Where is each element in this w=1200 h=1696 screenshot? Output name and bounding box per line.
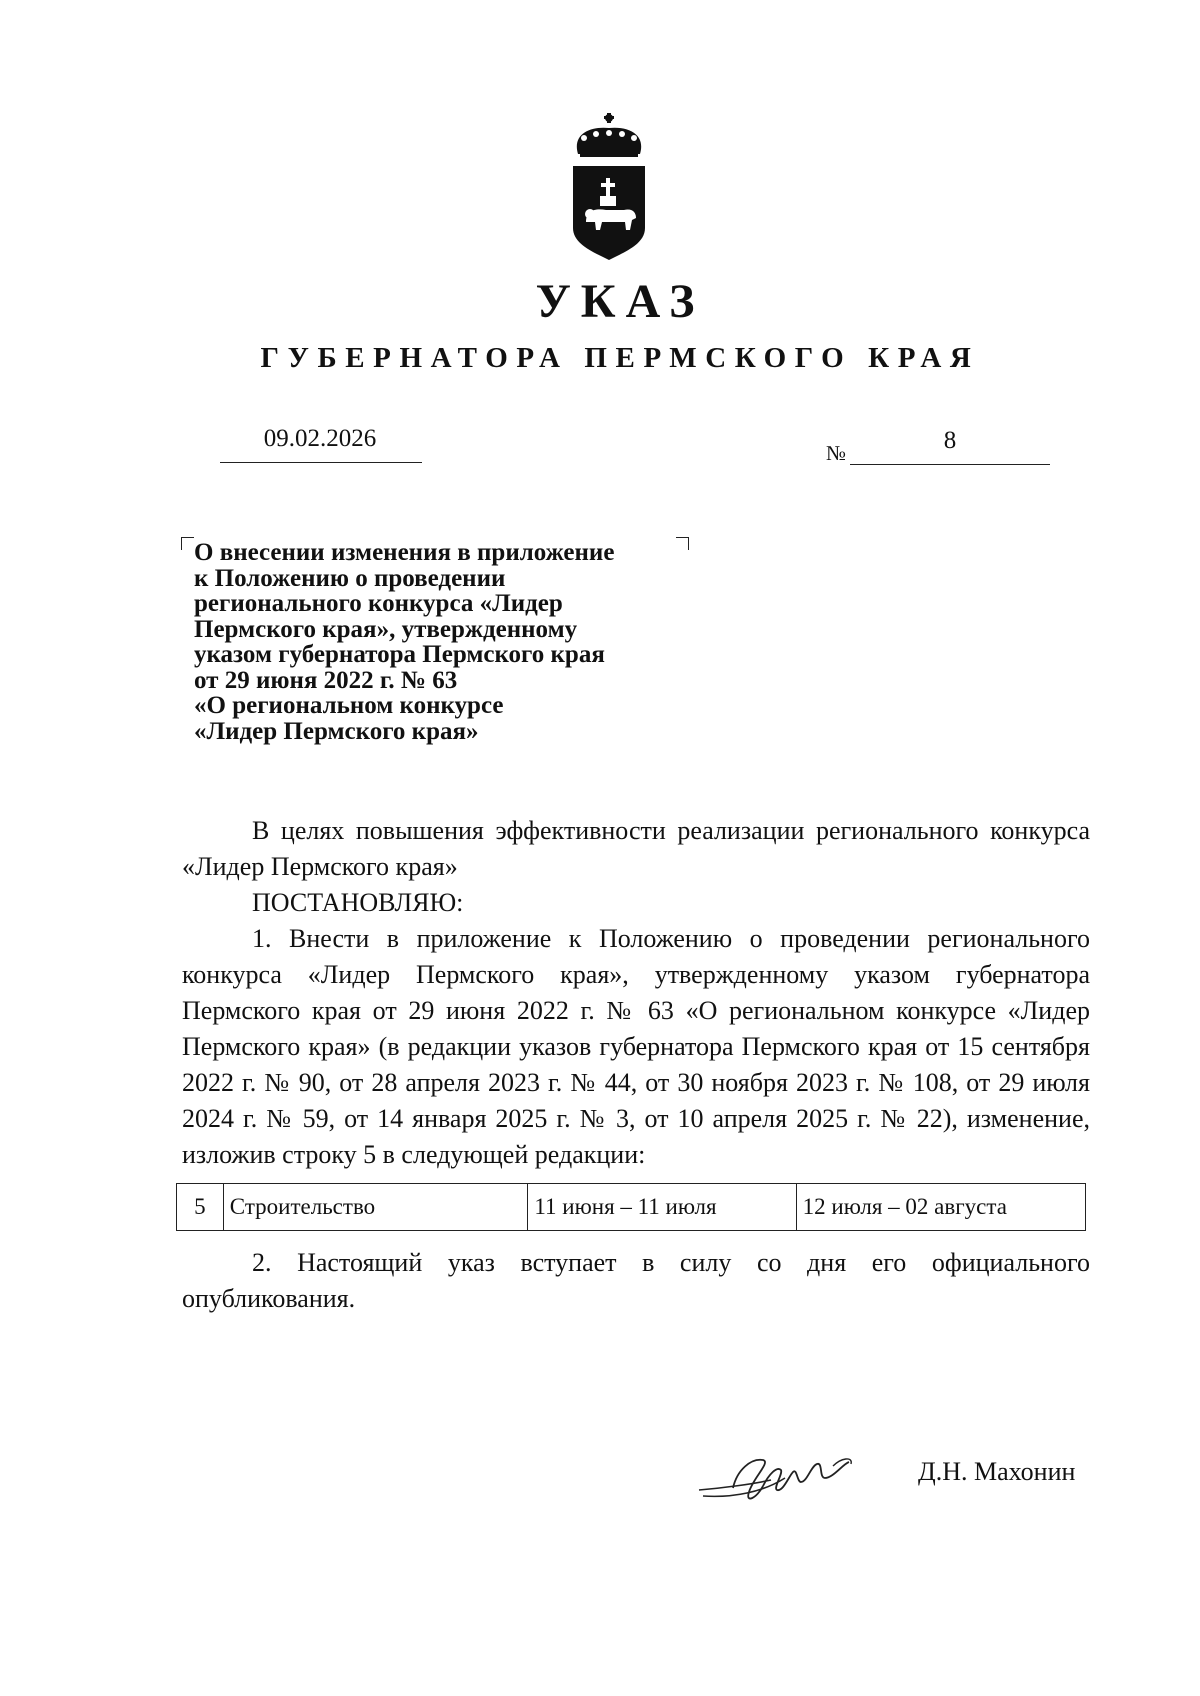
subject-line: Пермского края», утвержденному — [194, 615, 578, 643]
subject-line: от 29 июня 2022 г. № 63 — [194, 666, 458, 694]
subject-line: указом губернатора Пермского края — [194, 641, 605, 668]
subject-line: регионального конкурса «Лидер — [194, 590, 563, 617]
item-2-paragraph: 2. Настоящий указ вступает в силу со дня его официального опубликования. — [182, 1248, 1090, 1313]
number-sign: № — [826, 441, 847, 465]
document-issuer: ГУБЕРНАТОРА ПЕРМСКОГО КРАЯ — [260, 342, 980, 374]
amendment-table — [176, 1183, 1086, 1231]
table-cell-period-1: 11 июня – 11 июля — [528, 1184, 796, 1231]
resolve-paragraph: ПОСТАНОВЛЯЮ: — [252, 888, 464, 917]
date-underline — [220, 462, 422, 463]
subject-line: «О региональном конкурсе — [194, 692, 504, 719]
table-cell-period-2: 12 июля – 02 августа — [796, 1184, 1085, 1231]
decree-subject — [194, 540, 694, 744]
decree-number: 8 — [943, 427, 957, 454]
subject-line: к Положению о проведении — [194, 564, 506, 592]
number-underline — [850, 464, 1050, 465]
document-title: УКАЗ — [535, 275, 705, 328]
item-1-paragraph: 1. Внести в приложение к Положению о проведении регионального конкурса «Лидер Пермского края», утвержденному указом губернатора Пермского края от 29 июня 2022 г. № 63 «О региональном конкурсе «Лидер Пермского края» (в редакции указов губернатора Пермского края от 15 сентября 2022 г. № 90, от 28 апреля 2023 г. № 44, от 30 ноября 2023 г. № 108, от 29 июля 2024 г. № 59, от 14 января 2025 г. № 3, от 10 апреля 2025 г. № 22), изменение, изложив строку 5 в следующей редакции: — [182, 924, 1090, 1169]
perm-krai-coat-of-arms-icon — [570, 110, 648, 262]
table-row — [177, 1184, 1086, 1231]
table-cell-nomination: Строительство — [223, 1184, 528, 1231]
decree-body-continued — [182, 1245, 1090, 1317]
table-cell-row-number: 5 — [177, 1184, 224, 1231]
handwritten-signature-icon — [693, 1448, 863, 1508]
signer-name: Д.Н. Махонин — [918, 1457, 1076, 1486]
preamble-paragraph: В целях повышения эффективности реализации регионального конкурса «Лидер Пермского края» — [182, 816, 1090, 881]
subject-line: О внесении изменения в приложение — [194, 539, 615, 566]
subject-corner-mark-left — [181, 537, 194, 550]
decree-body — [182, 813, 1090, 1173]
decree-date: 09.02.2026 — [263, 425, 377, 452]
subject-line: «Лидер Пермского края» — [194, 717, 479, 745]
